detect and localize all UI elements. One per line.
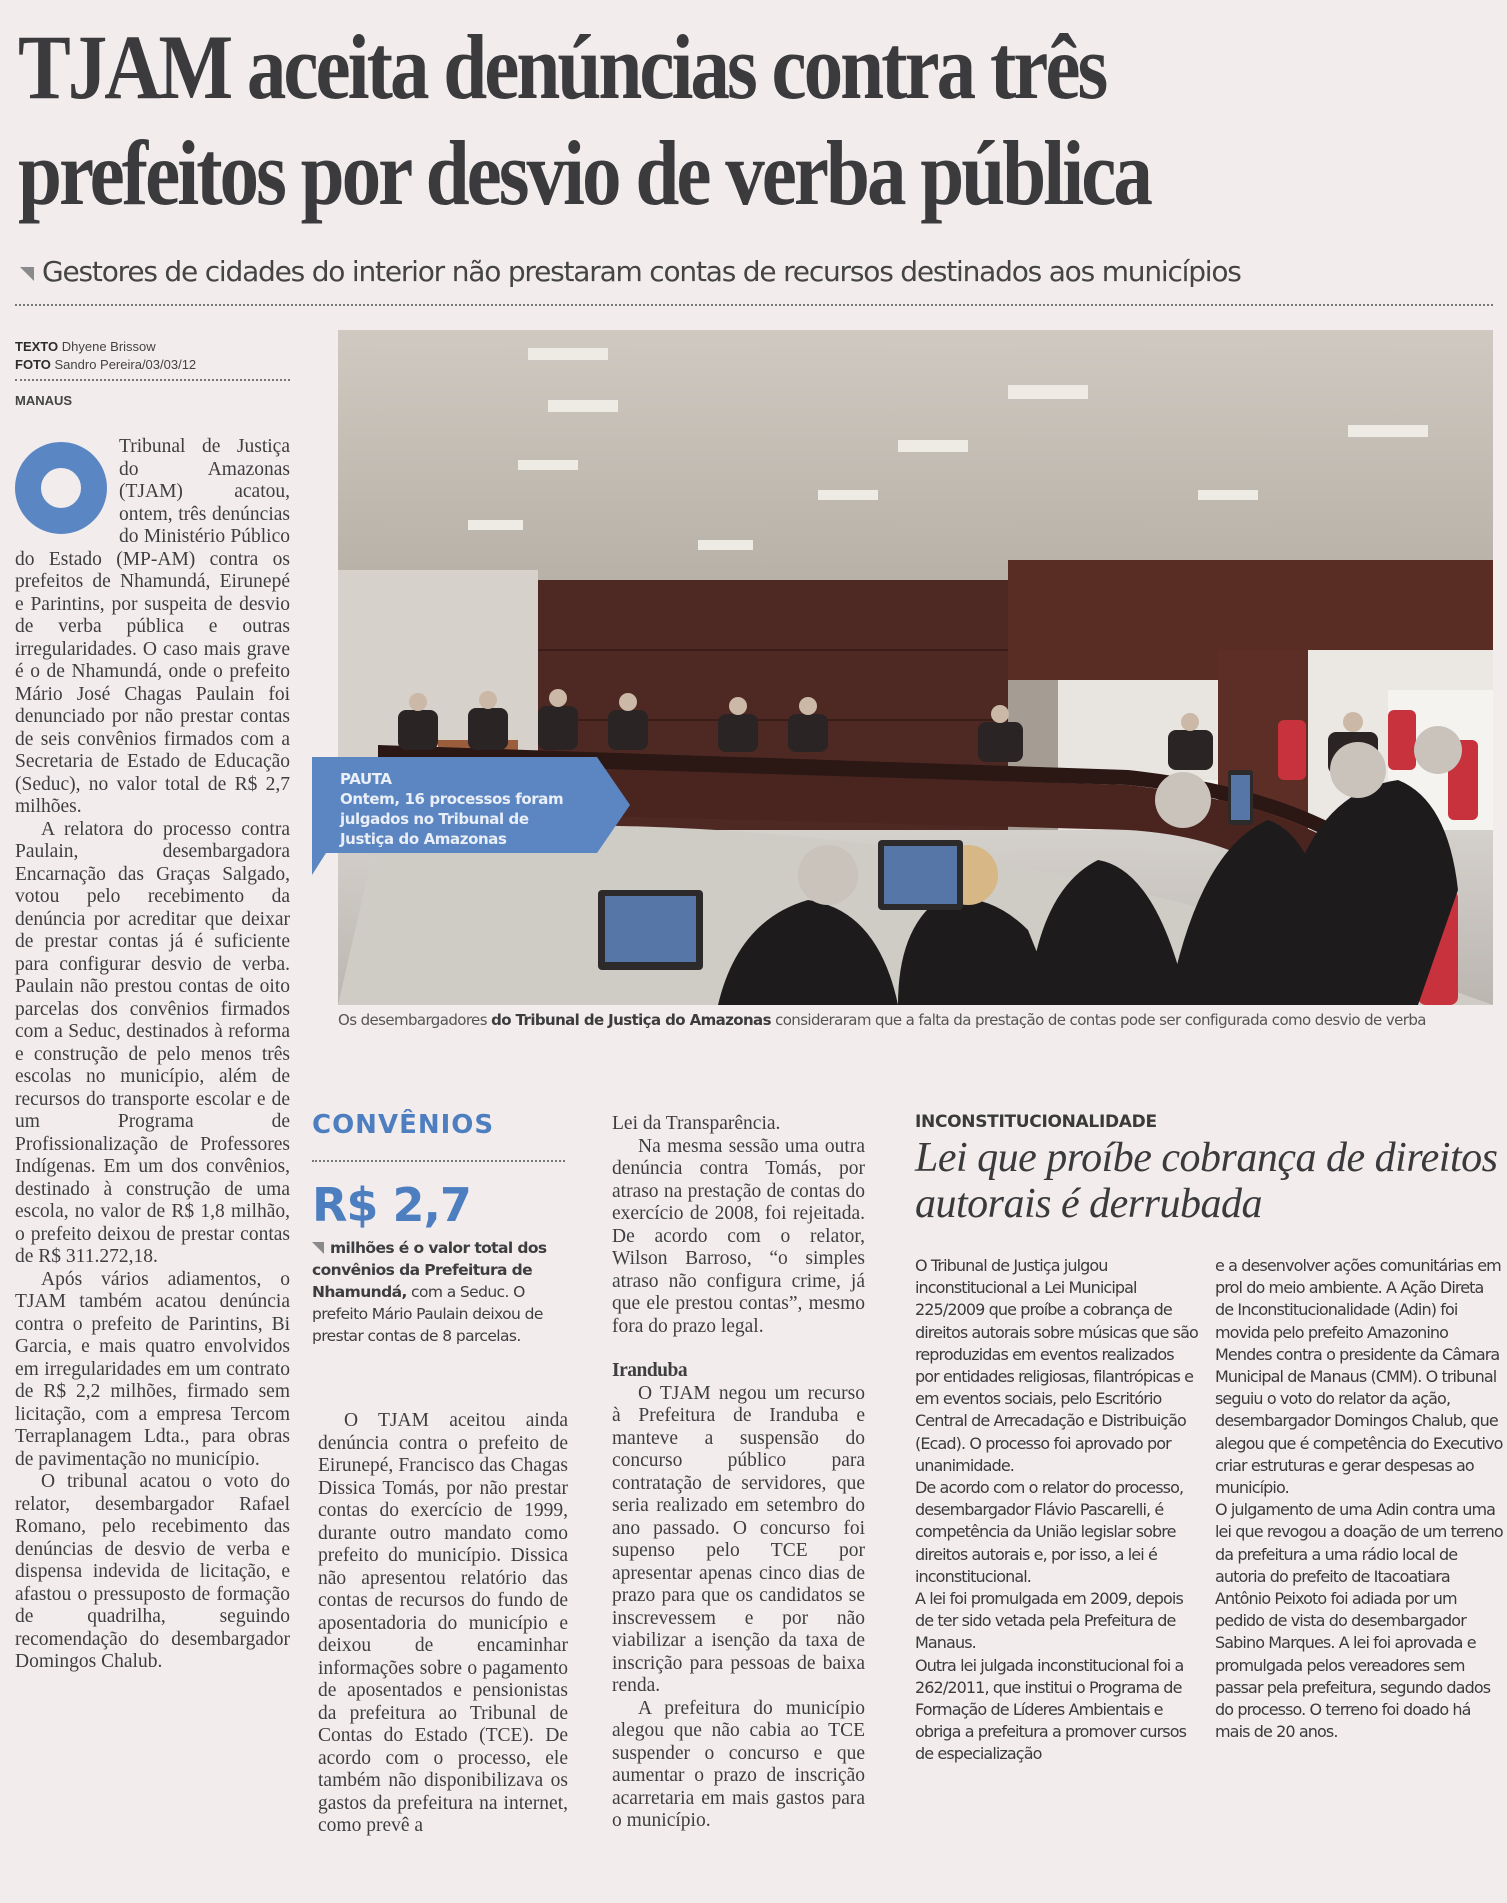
sidebar-paragraph: De acordo com o relator do processo, desembargador Flávio Pascarelli, é competência da União legislar sobre direitos autorais e, por isso, a lei é inconstitucional. [915,1478,1184,1586]
paragraph: A relatora do processo contra Paulain, desembargadora Encarnação das Graças Salgado, votou pelo recebimento da denúncia por acreditar que deixar de prestar contas já é suficiente para configurar desvio de verba. Paulain não prestou contas de oito parcelas dos convênios firmados com a Seduc, destinados à reforma e construção de pelo menos três escolas no município, além de recursos do transporte escolar e de um Programa de Profissionalização de Professores Indígenas. Em um dos convênios, destinado à construção de uma escola, no valor de R$ 1,8 milhão, o prefeito deixou de prestar contas de R$ 311.272,18. [15,818,290,1267]
sidebar-paragraph: Outra lei julgada inconstitucional foi a 262/2011, que institui o Programa de Formação de Líderes Ambientais e obriga a prefeitura a promover cursos de especialização [915,1655,1187,1764]
pauta-body: Ontem, 16 processos foram julgados no Tribunal de Justiça do Amazonas [340,790,564,848]
convenios-divider [312,1160,565,1162]
convenios-desc-rest: com a Seduc. O prefeito Mário Paulain deixou de prestar contas de 8 parcelas. [312,1283,543,1345]
sidebar-title: Lei que proíbe cobrança de direitos autorais é derrubada [915,1135,1498,1227]
subheadline-text: Gestores de cidades do interior não prestaram contas de recursos destinados aos municípios [42,255,1241,288]
article-column-2 [318,1410,568,1838]
sidebar-paragraph: O Tribunal de Justiça julgou inconstitucional a Lei Municipal 225/2009 que proíbe a cobrança de direitos autorais sobre músicas que são reproduzidas em eventos realizados por entidades religiosas, filantrópicas e em eventos sociais, pelo Escritório Central de Arrecadação e Distribuição (Ecad). O processo foi aprovado por unanimidade. [915,1256,1198,1475]
courtroom-photo [338,330,1493,1005]
sidebar-kicker: INCONSTITUCIONALIDADE [915,1112,1157,1132]
byline-photographer: Sandro Pereira/03/03/12 [54,357,197,372]
byline-divider [15,379,290,381]
sidebar-column-1 [915,1255,1200,1766]
paragraph: Tribunal de Justiça do Amazonas (TJAM) acatou, ontem, três denúncias do Ministério Público do Estado (MP-AM) contra os prefeitos de Nhamundá, Eirunepé e Parintins, por suspeita de desvio de verba pública e outras irregularidades. O caso mais grave é o de Nhamundá, onde o prefeito Mário José Chagas Paulain foi denunciado por não prestar contas de seis convênios firmados com a Secretaria de Estado de Educação (Seduc), no valor total de R$ 2,7 milhões. [15,436,290,817]
headline-line-2: prefeitos por desvio de verba pública [18,122,1150,224]
convenios-description [312,1237,577,1347]
triangle-bullet-icon [312,1242,324,1254]
byline-text-label: TEXTO [15,339,59,354]
paragraph: A prefeitura do município alegou que não cabia ao TCE suspender o concurso e que aumentar o prazo de inscrição acarretaria em mais gastos para o município. [612,1697,865,1831]
caption-post: consideraram que a falta da prestação de contas pode ser configurada como desvio de verba [770,1011,1426,1029]
convenios-value: R$ 2,7 [312,1178,471,1232]
paragraph: O TJAM aceitou ainda denúncia contra o prefeito de Eirunepé, Francisco das Chagas Dissica Tomás, por não prestar contas do exercício de 1999, durante outro mandato como prefeito do município. Dissica não apresentou relatório das contas de recursos do fundo de aposentadoria do município e deixou de encaminhar informações sobre o pagamento de aposentados e pensionistas da prefeitura ao Tribunal de Contas do Estado (TCE). De acordo com o processo, ele também não disponibilizava os gastos da prefeitura na internet, como prevê a [318,1410,568,1836]
paragraph-continuation: Lei da Transparência. [612,1113,781,1134]
divider [15,304,1493,306]
pauta-callout [312,757,632,875]
sidebar-paragraph: O julgamento de uma Adin contra uma lei que revogou a doação de um terreno da prefeitura a uma rádio local de autoria do prefeito de Itacoatiara Antônio Peixoto foi adiada por um pedido de vista do desembargador Sabino Marques. A lei foi aprovada e promulgada pelos vereadores sem passar pela prefeitura, segundo dados do processo. O terreno foi doado há mais de 20 anos. [1215,1500,1503,1742]
sidebar-paragraph: e a desenvolver ações comunitárias em prol do meio ambiente. A Ação Direta de Inconstitucionalidade (Adin) foi movida pelo prefeito Amazonino Mendes contra o presidente da Câmara Municipal de Manaus (CMM). O tribunal seguiu o voto do relator da ação, desembargador Domingos Chalub, que alegou que é competência do Executivo criar estruturas e gerar despesas ao município. [1215,1256,1503,1498]
section-subtitle: Iranduba [612,1360,688,1381]
drop-cap-o-icon [15,442,107,534]
sidebar-paragraph: A lei foi promulgada em 2009, depois de ter sido vetada pela Prefeitura de Manaus. [915,1589,1183,1653]
byline-author: Dhyene Brissow [61,339,156,354]
courtroom-photo-illustration [338,330,1493,1005]
byline [15,338,290,374]
paragraph: O TJAM negou um recurso à Prefeitura de Iranduba e manteve a suspensão do concurso público para contratação de servidores, que seria realizado em setembro do ano passado. O concurso foi supenso pelo TCE por apresentar apenas cinco dias de prazo para que os candidatos se inscrevessem e por não viabilizar a isenção da taxa de inscrição para pessoas de baixa renda. [612,1382,865,1696]
byline-photo-label: FOTO [15,357,51,372]
paragraph: Após vários adiamentos, o TJAM também acatou denúncia contra o prefeito de Parintins, Bi Garcia, e mais quatro envolvidos em irregularidades em um contrato de R$ 2,2 milhões, firmado sem licitação, com a empresa Tercom Terraplanagem Ldta., para obras de pavimentação no município. [15,1268,290,1470]
headline-line-1: TJAM aceita denúncias contra três [18,16,1106,118]
pauta-label: PAUTA [340,770,392,788]
article-column-3 [612,1113,865,1833]
paragraph: Na mesma sessão uma outra denúncia contra Tomás, por atraso na prestação de contas do exercício de 2008, foi rejeitada. De acordo com o relator, Wilson Barroso, “o simples atraso não configura crime, já que ele prestou contas”, mesmo fora do prazo legal. [612,1135,865,1337]
article-column-1 [15,436,290,1674]
photo-caption [338,1010,1438,1031]
triangle-bullet-icon [20,267,34,281]
convenios-desc-bold: milhões é o valor total dos convênios da Prefeitura de Nhamundá, [312,1239,547,1301]
dateline: MANAUS [15,393,73,408]
subheadline [20,255,1241,288]
headline [18,14,1291,226]
caption-pre: Os desembargadores [338,1011,492,1029]
convenios-title: CONVÊNIOS [312,1110,495,1140]
paragraph: O tribunal acatou o voto do relator, desembargador Rafael Romano, pelo recebimento das denúncias de desvio de verba e dispensa indevida de licitação, e afastou o pressuposto de formação de quadrilha, seguindo recomendação do desembargador Domingos Chalub. [15,1471,290,1672]
pauta-text [340,769,585,849]
sidebar-column-2 [1215,1255,1505,1743]
caption-bold: do Tribunal de Justiça do Amazonas [491,1011,771,1029]
